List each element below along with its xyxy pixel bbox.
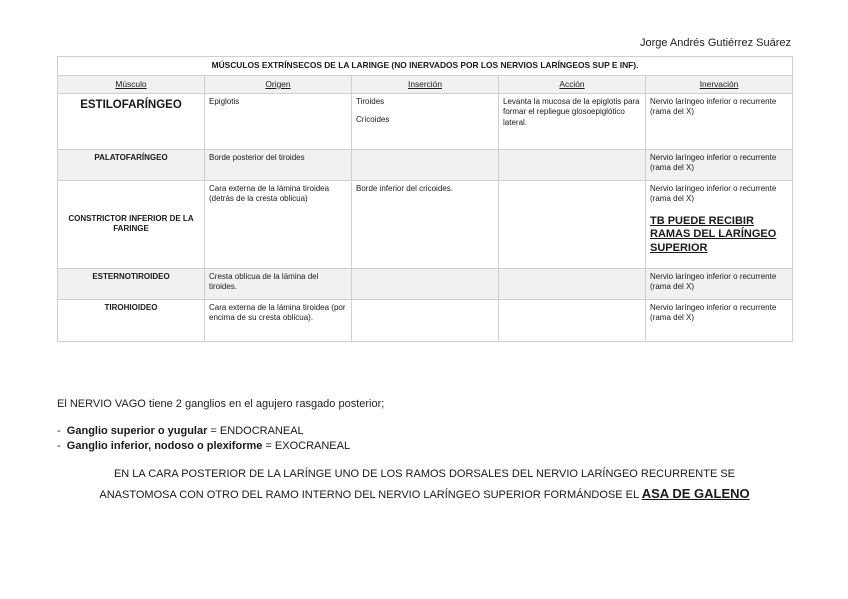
table-row <box>58 299 793 341</box>
innervation-cell: Nervio laríngeo inferior o recurrente (rama del X) <box>646 268 793 299</box>
insertion-cell <box>352 93 499 149</box>
header-origin: Origen <box>205 76 352 94</box>
insertion-line: Tiroides <box>356 96 385 106</box>
muscle-cell: ESTERNOTIROIDEO <box>58 268 205 299</box>
ganglion-location: = EXOCRANEAL <box>262 439 351 452</box>
ganglion-location: = ENDOCRANEAL <box>207 425 304 437</box>
header-muscle: Músculo <box>58 76 205 94</box>
insertion-cell <box>352 268 499 299</box>
insertion-cell: Borde inferior del cricoides. <box>352 180 499 268</box>
ganglion-name: Ganglio inferior, nodoso o plexiforme <box>66 439 263 452</box>
origin-cell: Cresta oblicua de la lámina del tiroides. <box>205 268 352 299</box>
header-insertion: Inserción <box>352 76 499 94</box>
table-row <box>58 180 793 268</box>
origin-cell: Borde posterior del tiroides <box>205 149 352 180</box>
author-name: Jorge Andrés Gutiérrez Suárez <box>639 37 791 49</box>
innervation-text: Nervio laríngeo inferior o recurrente (rama del X) <box>650 183 777 204</box>
vago-intro: El NERVIO VAGO tiene 2 ganglios en el agujero rasgado posterior; <box>57 398 385 410</box>
action-cell: Levanta la mucosa de la epiglotis para formar el repliegue glosoepiglótico lateral. <box>499 93 646 149</box>
closing-line-text: ANASTOMOSA CON OTRO DEL RAMO INTERNO DEL NERVIO LARÍNGEO SUPERIOR FORMÁNDOSE EL <box>99 488 642 501</box>
innervation-cell: Nervio laríngeo inferior o recurrente (rama del X) <box>646 299 793 341</box>
closing-line <box>57 484 792 505</box>
origin-cell: Epiglotis <box>205 93 352 149</box>
innervation-cell: Nervio laríngeo inferior o recurrente (rama del X) <box>646 93 793 149</box>
list-bullet: - <box>57 425 61 437</box>
extrinsic-muscles-table <box>57 56 793 342</box>
muscle-cell: TIROHIOIDEO <box>58 299 205 341</box>
table-row <box>58 93 793 149</box>
list-item <box>57 424 350 439</box>
ganglion-name: Ganglio superior o yugular <box>66 425 208 437</box>
action-cell <box>499 299 646 341</box>
insertion-cell <box>352 299 499 341</box>
innervation-note: TB PUEDE RECIBIR RAMAS DEL LARÍNGEO SUPERIOR <box>650 214 777 255</box>
action-cell <box>499 180 646 268</box>
header-action: Acción <box>499 76 646 94</box>
table-header-row <box>58 76 793 94</box>
innervation-cell <box>646 180 793 268</box>
list-item <box>57 439 350 454</box>
muscle-cell: PALATOFARÍNGEO <box>58 149 205 180</box>
action-cell <box>499 268 646 299</box>
asa-de-galeno: ASA DE GALENO <box>641 485 750 501</box>
origin-cell: Cara externa de la lámina tiroidea (detrás de la cresta oblicua) <box>205 180 352 268</box>
insertion-line: Cricoides <box>356 115 390 125</box>
header-innervation: Inervación <box>646 76 793 94</box>
insertion-cell <box>352 149 499 180</box>
list-bullet: - <box>57 439 61 452</box>
table-row <box>58 149 793 180</box>
closing-paragraph <box>57 466 792 504</box>
closing-line: EN LA CARA POSTERIOR DE LA LARÍNGE UNO DE LOS RAMOS DORSALES DEL NERVIO LARÍNGEO RECURRENTE SE <box>113 468 736 480</box>
ganglia-list <box>57 424 350 454</box>
muscle-cell: ESTILOFARÍNGEO <box>58 93 205 149</box>
muscle-cell: CONSTRICTOR INFERIOR DE LA FARINGE <box>58 180 205 268</box>
table-row <box>58 268 793 299</box>
innervation-cell: Nervio laríngeo inferior o recurrente (rama del X) <box>646 149 793 180</box>
table-title: MÚSCULOS EXTRÍNSECOS DE LA LARINGE (NO INERVADOS POR LOS NERVIOS LARÍNGEOS SUP E INF). <box>58 57 793 76</box>
table-title-row <box>58 57 793 76</box>
action-cell <box>499 149 646 180</box>
origin-cell: Cara externa de la lámina tiroidea (por encima de su cresta oblicua). <box>205 299 352 341</box>
